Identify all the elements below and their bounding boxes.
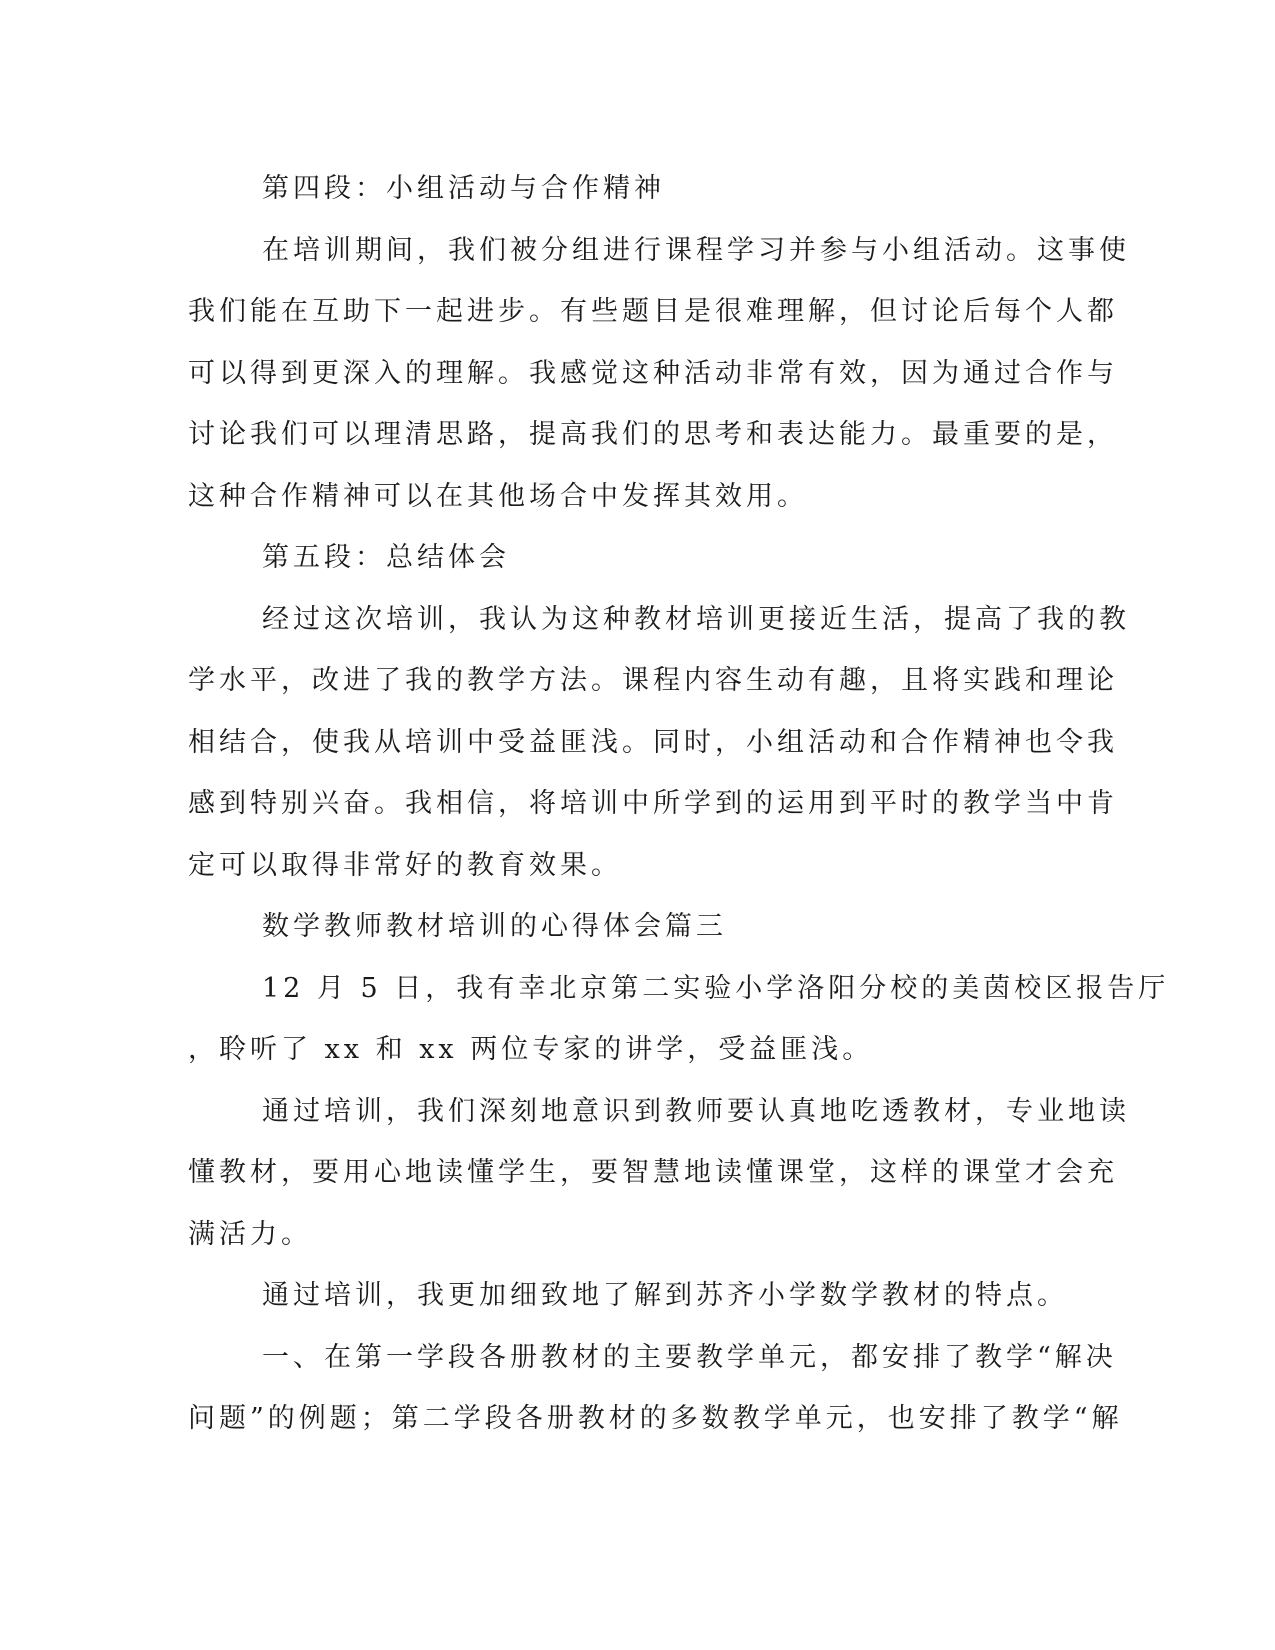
paragraph-line: 学水平，改进了我的教学方法。课程内容生动有趣，且将实践和理论: [188, 665, 1118, 696]
paragraph-line: 定可以取得非常好的教育效果。: [188, 849, 622, 881]
paragraph-line: 懂教材，要用心地读懂学生，要智慧地读懂课堂，这样的课堂才会充: [188, 1157, 1118, 1188]
paragraph-line: 问题”的例题；第二学段各册教材的多数教学单元，也安排了教学“解: [188, 1403, 1123, 1434]
section-heading-4: 第四段：小组活动与合作精神: [262, 173, 665, 204]
paragraph-line: 这种合作精神可以在其他场合中发挥其效用。: [188, 480, 808, 512]
paragraph-line: 讨论我们可以理清思路，提高我们的思考和表达能力。最重要的是，: [188, 419, 1118, 450]
paragraph-line: 通过培训，我们深刻地意识到教师要认真地吃透教材，专业地读: [262, 1095, 1130, 1127]
paragraph-line: ，聆听了 xx 和 xx 两位专家的讲学，受益匪浅。: [188, 1034, 874, 1065]
document-body: [188, 158, 1170, 1450]
section-heading-5: 第五段：总结体会: [262, 542, 510, 573]
paragraph-line: 我们能在互助下一起进步。有些题目是很难理解，但讨论后每个人都: [188, 296, 1118, 327]
paragraph-line: 在培训期间，我们被分组进行课程学习并参与小组活动。这事使: [262, 234, 1130, 266]
paragraph-line: 一、在第一学段各册教材的主要教学单元，都安排了教学“解决: [262, 1341, 1117, 1373]
paragraph-line: 经过这次培训，我认为这种教材培训更接近生活，提高了我的教: [262, 603, 1130, 635]
paragraph-line: 12 月 5 日，我有幸北京第二实验小学洛阳分校的美茵校区报告厅: [262, 972, 1170, 1004]
paragraph-line: 通过培训，我更加细致地了解到苏齐小学数学教材的特点。: [262, 1280, 1068, 1311]
article-title: 数学教师教材培训的心得体会篇三: [262, 911, 727, 942]
paragraph-line: 相结合，使我从培训中受益匪浅。同时，小组活动和合作精神也令我: [188, 726, 1118, 758]
paragraph-line: 可以得到更深入的理解。我感觉这种活动非常有效，因为通过合作与: [188, 357, 1118, 389]
paragraph-line: 满活力。: [188, 1218, 312, 1250]
paragraph-line: 感到特别兴奋。我相信，将培训中所学到的运用到平时的教学当中肯: [188, 788, 1118, 819]
